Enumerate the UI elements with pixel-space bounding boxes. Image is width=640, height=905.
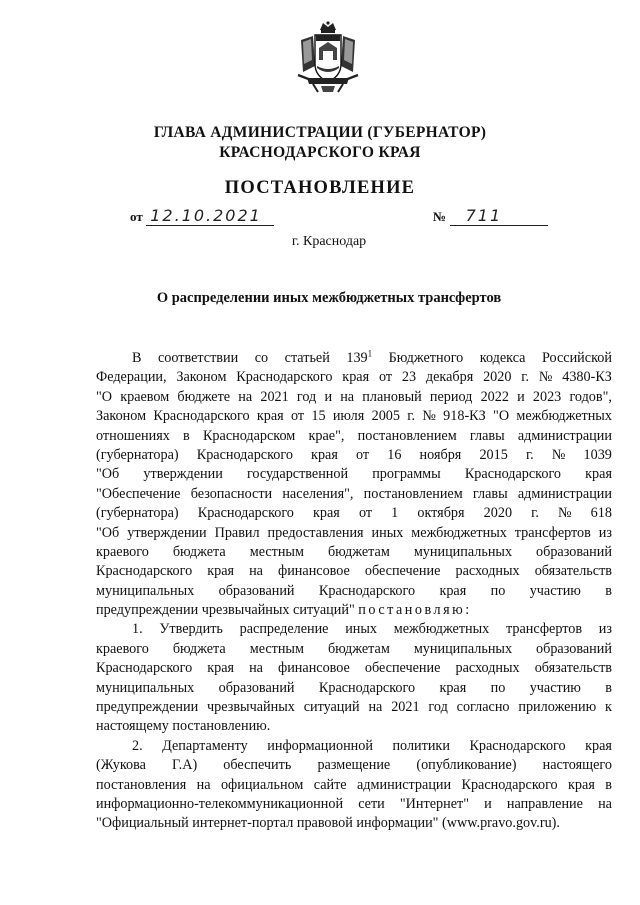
word: на <box>249 563 263 580</box>
word: от <box>355 446 370 463</box>
word: иных <box>345 621 378 638</box>
word: на <box>368 699 383 716</box>
word: бюджете <box>177 388 231 405</box>
word: отношениях <box>96 427 170 444</box>
text-line <box>96 582 612 601</box>
word: июля <box>332 408 365 425</box>
word: согласно <box>456 699 510 716</box>
text-line: настоящему постановлению. <box>96 718 271 735</box>
word: 1039 <box>583 446 612 463</box>
city: г. Краснодар <box>291 234 367 249</box>
text-line <box>96 698 612 717</box>
word: образований <box>218 582 295 599</box>
word: в <box>605 582 612 599</box>
word: из <box>598 524 612 541</box>
document-body <box>96 349 612 834</box>
word: 16 <box>387 446 402 463</box>
text-line <box>96 465 612 484</box>
word: Краснодарского <box>464 466 562 483</box>
word: края <box>585 737 612 754</box>
word: обеспечение <box>364 563 441 580</box>
word: г. <box>521 369 530 386</box>
word: Краснодарского <box>197 505 294 522</box>
text-line <box>96 388 612 407</box>
text-line <box>96 776 612 795</box>
word: "Об <box>96 524 120 541</box>
word: (губернатора) <box>96 505 179 522</box>
issuer-region: КРАСНОДАРСКОГО КРАЯ <box>219 144 421 161</box>
word: "Интернет" <box>399 795 469 812</box>
word: 2023 <box>532 388 562 405</box>
paragraph-preamble <box>96 349 612 601</box>
word: "Обеспечение <box>96 485 181 502</box>
word: постановлением <box>363 485 463 502</box>
issuer-title: ГЛАВА АДМИНИСТРАЦИИ (ГУБЕРНАТОР) <box>153 124 487 141</box>
word: края <box>207 563 235 580</box>
word: постановлением <box>357 427 457 444</box>
word: период <box>429 388 473 405</box>
word: края <box>585 466 612 483</box>
word: чрезвычайных <box>207 699 295 716</box>
word: участию <box>529 582 581 599</box>
word: края <box>256 408 284 425</box>
word: местным <box>249 640 304 657</box>
word: межбюджетных <box>516 408 612 425</box>
word: настоящего <box>542 757 612 774</box>
word: межбюджетных <box>393 621 490 638</box>
word: Краснодарского <box>236 369 333 386</box>
word: края <box>311 446 338 463</box>
word: муниципальных <box>413 543 513 560</box>
word: местным <box>249 543 304 560</box>
word: 2020 <box>483 505 513 522</box>
word: края <box>439 582 467 599</box>
word: главы <box>469 427 505 444</box>
date-value: 12.10.2021 <box>146 207 274 226</box>
word: 918-КЗ <box>443 408 486 425</box>
word: 15 <box>311 408 326 425</box>
word: по <box>490 582 506 599</box>
word: 1 <box>391 505 399 522</box>
word: Законом <box>176 369 227 386</box>
word: иных <box>371 524 404 541</box>
date-label: от <box>130 209 143 224</box>
word: г. <box>525 446 534 463</box>
word: 2020 <box>483 369 512 386</box>
word: Краснодарского <box>318 679 416 696</box>
word: обеспечение <box>364 660 441 677</box>
word: бюджетам <box>327 543 390 560</box>
word: Краснодарского <box>318 582 416 599</box>
word: сайте <box>313 776 347 793</box>
text-line <box>96 446 612 465</box>
word: 1. <box>132 621 143 638</box>
word: края <box>313 505 340 522</box>
word: населения", <box>282 485 354 502</box>
word: Краснодарском <box>202 427 296 444</box>
word: от <box>358 505 373 522</box>
paragraph-item-1 <box>96 620 612 717</box>
text-line <box>96 349 612 368</box>
word: утверждении <box>143 466 223 483</box>
word: октября <box>417 505 465 522</box>
word: по <box>490 679 506 696</box>
text-line <box>96 620 612 639</box>
word: г. <box>407 408 416 425</box>
text-line <box>96 756 612 775</box>
word: финансовое <box>278 660 350 677</box>
word: 4380-КЗ <box>562 369 612 386</box>
word: Краснодарского <box>96 563 193 580</box>
word: $139^1$ <box>346 348 373 366</box>
text-line <box>96 795 612 814</box>
word: утверждении <box>127 524 207 541</box>
decree-verb: постановляю: <box>358 602 472 619</box>
word: образований <box>536 640 612 657</box>
word: обязательств <box>534 660 612 677</box>
text-line <box>96 504 612 523</box>
word: обязательств <box>534 563 612 580</box>
word: государственной <box>246 466 349 483</box>
word: В <box>132 350 142 366</box>
word: муниципальных <box>96 679 195 696</box>
text-line <box>96 601 612 620</box>
word: декабря <box>425 369 474 386</box>
word: края <box>342 369 370 386</box>
word: сети <box>358 795 385 812</box>
word: безопасности <box>190 485 273 502</box>
word: № <box>558 505 572 522</box>
text-line <box>96 562 612 581</box>
word: и <box>517 388 525 405</box>
word: расходных <box>455 660 520 677</box>
word: "О <box>96 388 113 405</box>
word: 2005 <box>371 408 400 425</box>
word: программы <box>372 466 441 483</box>
word: постановления <box>96 776 187 793</box>
word: на <box>340 388 355 405</box>
word: на <box>249 660 263 677</box>
text-line <box>96 543 612 562</box>
word: предупреждении <box>96 699 199 716</box>
word: ноября <box>419 446 462 463</box>
document-type: ПОСТАНОВЛЕНИЕ <box>224 178 416 198</box>
word: главы <box>472 485 508 502</box>
word: на <box>196 776 211 793</box>
number-label: № <box>433 209 447 224</box>
word: № <box>538 369 553 386</box>
word: края <box>568 776 595 793</box>
word: бюджета <box>172 640 226 657</box>
word: из <box>598 621 612 638</box>
line-text: предупреждении чрезвычайных ситуаций" <box>96 602 355 619</box>
word: 2021 <box>391 699 420 716</box>
word: год <box>296 388 317 405</box>
number-value: 711 <box>450 207 548 226</box>
word: Краснодарского <box>96 660 193 677</box>
word: образований <box>218 679 295 696</box>
word: 23 <box>401 369 417 386</box>
word: (Жукова <box>96 757 146 774</box>
word: Краснодарского <box>469 737 566 754</box>
word: муниципальных <box>413 640 513 657</box>
word: муниципальных <box>96 582 195 599</box>
word: края <box>207 660 235 677</box>
word: трансфертов <box>514 524 591 541</box>
word: администрации <box>356 776 452 793</box>
word: и <box>484 795 492 812</box>
word: финансовое <box>278 563 350 580</box>
word: Законом <box>96 408 147 425</box>
word: со <box>254 350 269 366</box>
word: в <box>605 679 612 696</box>
word: обеспечить <box>223 757 292 774</box>
word: в <box>605 776 612 793</box>
text-line: "Официальный интернет-портал правовой информации" (www.pravo.gov.ru). <box>96 815 560 832</box>
text-line <box>96 485 612 504</box>
word: статьей <box>284 350 330 366</box>
word: информационной <box>267 737 373 754</box>
word: 2. <box>132 737 143 754</box>
word: 2015 <box>479 446 508 463</box>
word: Федерации, <box>96 369 167 386</box>
word: направление <box>506 795 583 812</box>
word: Департаменту <box>162 737 248 754</box>
word: края <box>439 679 467 696</box>
word: 2021 <box>260 388 289 405</box>
word: участию <box>529 679 581 696</box>
text-line <box>96 659 612 678</box>
coat-of-arms-emblem <box>293 20 363 96</box>
word: бюджета <box>172 543 226 560</box>
word: официальном <box>220 776 304 793</box>
word: краевого <box>96 640 149 657</box>
word: № <box>551 446 566 463</box>
word: плановый <box>362 388 422 405</box>
word: г. <box>531 505 539 522</box>
word: администрации <box>517 485 612 502</box>
word: политики <box>392 737 450 754</box>
word: Г.А) <box>172 757 198 774</box>
word: "Об <box>96 466 120 483</box>
number-field <box>433 207 548 226</box>
word: распределение <box>239 621 329 638</box>
word: предоставления <box>267 524 364 541</box>
word: год <box>428 699 448 716</box>
word: годов", <box>569 388 612 405</box>
word: краевом <box>120 388 170 405</box>
word: от <box>290 408 305 425</box>
word: кодекса <box>479 350 526 366</box>
word: (губернатора) <box>96 446 179 463</box>
document-subject: О распределении иных межбюджетных трансфертов <box>156 290 502 306</box>
word: Утвердить <box>159 621 223 638</box>
word: крае", <box>308 427 345 444</box>
text-line <box>96 679 612 698</box>
word: 618 <box>590 505 612 522</box>
word: Бюджетного <box>388 350 464 366</box>
word: Российской <box>542 350 612 366</box>
word: на <box>238 388 253 405</box>
paragraph-item-2 <box>96 737 612 815</box>
word: Краснодарского <box>196 446 293 463</box>
word: в <box>183 427 190 444</box>
word: Правил <box>214 524 260 541</box>
word: трансфертов <box>506 621 583 638</box>
word: на <box>598 795 612 812</box>
word: администрации <box>517 427 612 444</box>
word: межбюджетных <box>411 524 507 541</box>
word: образований <box>536 543 612 560</box>
text-line <box>96 524 612 543</box>
word: от <box>378 369 393 386</box>
word: № <box>422 408 436 425</box>
word: "О <box>493 408 510 425</box>
word: (опубликование) <box>416 757 517 774</box>
word: информационно-телекоммуникационной <box>96 795 344 812</box>
text-line <box>96 640 612 659</box>
word: Краснодарского <box>461 776 558 793</box>
text-line <box>96 427 612 446</box>
word: к <box>605 699 612 716</box>
text-line <box>96 368 612 387</box>
date-field <box>130 207 274 226</box>
word: и <box>324 388 333 405</box>
word: бюджетам <box>327 640 390 657</box>
word: приложению <box>518 699 597 716</box>
text-line <box>96 737 612 756</box>
word: краевого <box>96 543 149 560</box>
word: расходных <box>455 563 520 580</box>
word: размещение <box>317 757 391 774</box>
word: соответствии <box>158 350 239 366</box>
text-line <box>96 407 612 426</box>
superscript: 1 <box>367 348 373 359</box>
word: Краснодарского <box>153 408 250 425</box>
word: 2022 <box>480 388 509 405</box>
word: ситуаций <box>303 699 360 716</box>
